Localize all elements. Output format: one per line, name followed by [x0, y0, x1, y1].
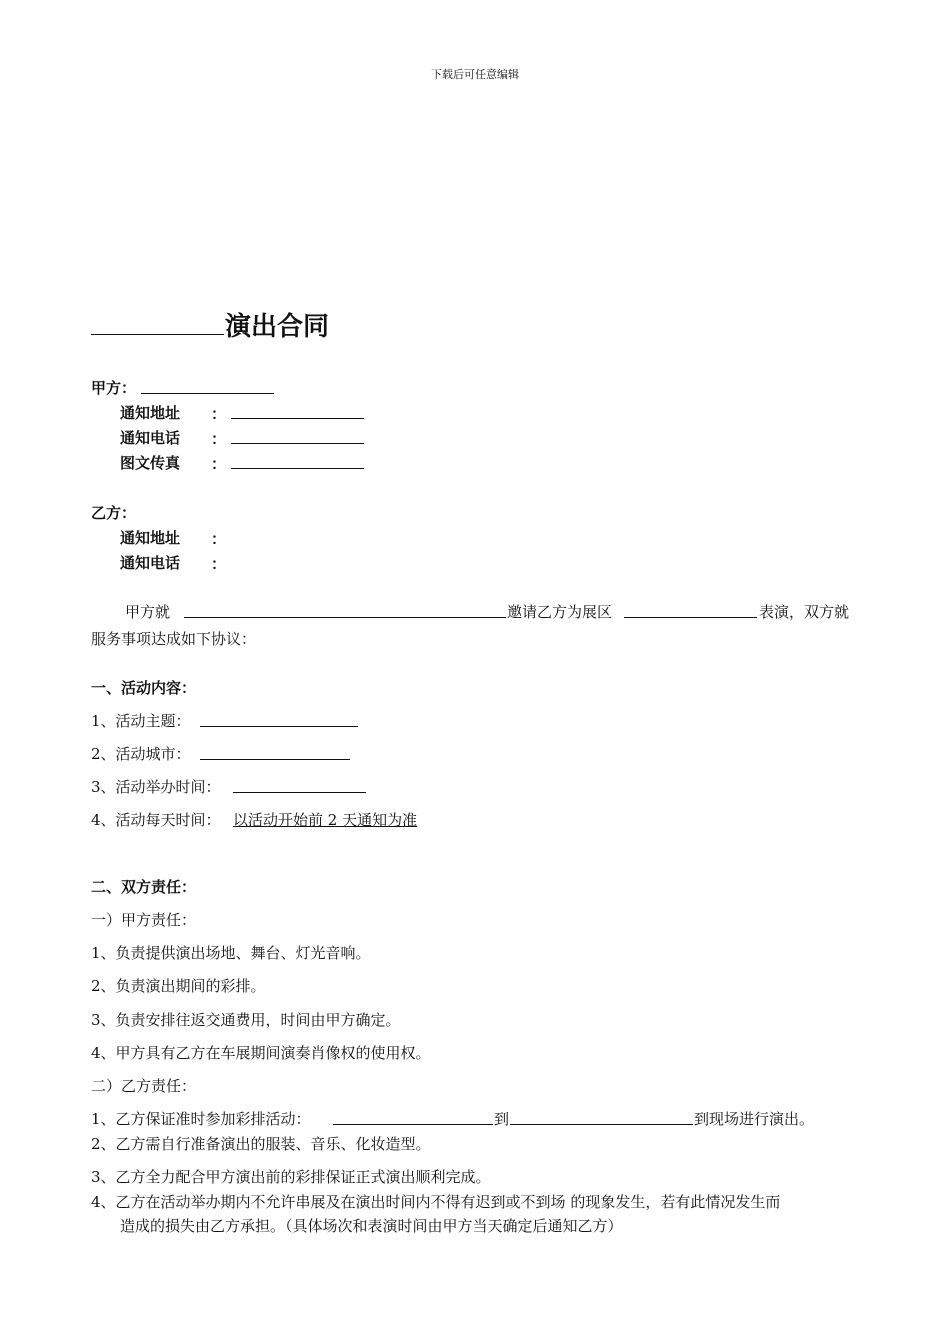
party-b-label: 乙方： — [91, 504, 137, 522]
activity-city-label: 2、活动城市： — [91, 745, 191, 763]
party-a-phone-label: 通知电话 — [120, 429, 181, 447]
party-a-duty-1: 1、负责提供演出场地、舞台、灯光音响。 — [91, 944, 371, 962]
activity-daily-time-value: 以活动开始前 2 天通知为准 — [233, 811, 418, 829]
party-b-phone-colon: ： — [211, 555, 227, 573]
activity-theme-blank — [200, 726, 358, 727]
party-a-phone-blank — [231, 443, 364, 444]
intro-part2: 邀请乙方为展区 — [507, 603, 613, 621]
party-a-address-colon: ： — [211, 405, 227, 423]
title-blank-line — [91, 334, 224, 335]
intro-part1: 甲方就 — [125, 603, 171, 621]
party-b-address-colon: ： — [211, 530, 227, 548]
party-b-duty-4-line2: 造成的损失由乙方承担。（具体场次和表演时间由甲方当天确定后通知乙方） — [120, 1217, 623, 1235]
page-header: 下载后可任意编辑 — [431, 68, 519, 81]
party-a-blank — [141, 393, 274, 394]
party-a-duties-heading: 一）甲方责任： — [91, 911, 197, 929]
activity-date-label: 3、活动举办时间： — [91, 778, 221, 796]
party-b-duty-1-to: 到 — [494, 1110, 510, 1128]
party-b-duty-1-start: 1、乙方保证准时参加彩排活动： — [91, 1110, 311, 1128]
intro-line2: 服务事项达成如下协议： — [91, 630, 257, 648]
party-a-address-blank — [231, 418, 364, 419]
party-b-phone-label: 通知电话 — [120, 554, 181, 572]
activity-date-blank — [233, 792, 366, 793]
party-a-phone-colon: ： — [211, 430, 227, 448]
intro-blank-2 — [624, 617, 757, 618]
party-a-fax-label: 图文传真 — [120, 454, 181, 472]
party-a-duty-4: 4、甲方具有乙方在车展期间演奏肖像权的使用权。 — [91, 1044, 431, 1062]
rehearsal-time-blank — [333, 1124, 493, 1125]
party-b-duty-4-line1: 4、乙方在活动举办期内不允许串展及在演出时间内不得有迟到或不到场 的现象发生，若有此情况发生而 — [91, 1193, 781, 1211]
party-b-duties-heading: 二）乙方责任： — [91, 1077, 197, 1095]
contract-title: 演出合同 — [225, 312, 330, 342]
party-b-duty-2: 2、乙方需自行准备演出的服装、音乐、化妆造型。 — [91, 1135, 431, 1153]
activity-theme-label: 1、活动主题： — [91, 712, 191, 730]
party-b-duty-3: 3、乙方全力配合甲方演出前的彩排保证正式演出顺利完成。 — [91, 1168, 491, 1186]
party-b-address-label: 通知地址 — [120, 529, 181, 547]
party-a-duty-3: 3、负责安排往返交通费用，时间由甲方确定。 — [91, 1011, 401, 1029]
intro-blank-1 — [184, 617, 506, 618]
party-b-duty-1-end: 到现场进行演出。 — [694, 1110, 815, 1128]
party-a-fax-colon: ： — [211, 455, 227, 473]
section2-heading: 二、双方责任： — [91, 878, 197, 896]
party-a-label: 甲方： — [91, 379, 137, 397]
activity-city-blank — [200, 759, 350, 760]
intro-part3: 表演，双方就 — [759, 603, 850, 621]
party-a-duty-2: 2、负责演出期间的彩排。 — [91, 977, 266, 995]
arrival-time-blank — [510, 1124, 693, 1125]
party-a-fax-blank — [231, 468, 364, 469]
activity-daily-time-label: 4、活动每天时间： — [91, 811, 221, 829]
party-a-address-label: 通知地址 — [120, 404, 181, 422]
section1-heading: 一、活动内容： — [91, 679, 197, 697]
